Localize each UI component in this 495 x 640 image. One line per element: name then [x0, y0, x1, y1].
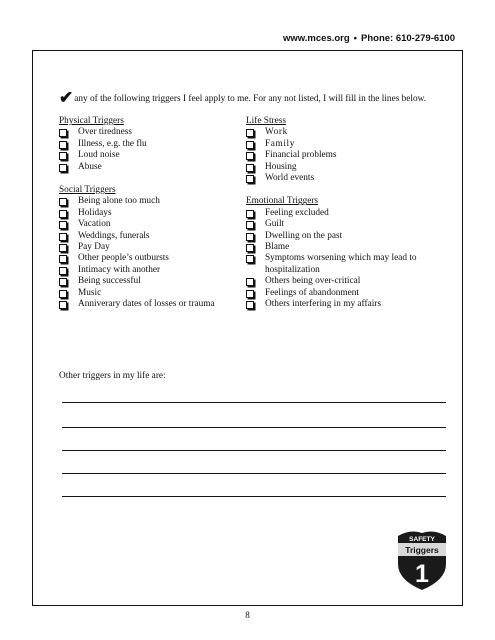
item-label: World events [265, 173, 315, 184]
fill-in-line-1[interactable] [62, 402, 446, 403]
checkbox-icon[interactable] [246, 278, 254, 286]
list-item[interactable] [246, 231, 451, 242]
list-item[interactable] [246, 162, 451, 173]
checkbox-icon[interactable] [59, 221, 67, 229]
intro-text: any of the following triggers I feel apply to me. For any not listed, I will fill in the lines below. [74, 94, 427, 104]
list-item[interactable] [59, 127, 239, 138]
badge-top-text: SAFETY [409, 536, 435, 543]
checkbox-icon[interactable] [59, 267, 67, 275]
list-item[interactable] [59, 253, 239, 264]
page-number: 8 [245, 610, 250, 620]
fill-in-line-2[interactable] [62, 427, 446, 428]
item-label: Financial problems [265, 150, 337, 161]
checkbox-icon[interactable] [59, 129, 67, 137]
checkbox-icon[interactable] [246, 221, 254, 229]
checkbox-icon[interactable] [59, 301, 67, 309]
life-stress-list [246, 127, 451, 184]
checkbox-icon[interactable] [59, 198, 67, 206]
checkbox-icon[interactable] [246, 210, 254, 218]
list-item[interactable] [246, 299, 451, 310]
list-item[interactable] [59, 196, 239, 207]
physical-trigger-list [59, 127, 239, 173]
list-item[interactable] [246, 242, 451, 253]
list-item[interactable] [59, 288, 239, 299]
list-item[interactable] [246, 253, 451, 276]
fill-in-line-5[interactable] [62, 496, 446, 497]
list-item[interactable] [59, 242, 239, 253]
list-item[interactable] [246, 127, 451, 138]
checkbox-icon[interactable] [246, 233, 254, 241]
item-label: Symptoms worsening which may lead to hospitalization [265, 253, 417, 275]
checkbox-icon[interactable] [246, 152, 254, 160]
item-label: Pay Day [78, 242, 110, 253]
list-item[interactable] [246, 139, 451, 150]
checkbox-icon[interactable] [59, 233, 67, 241]
header-separator: • [353, 33, 357, 44]
checkbox-icon[interactable] [59, 210, 67, 218]
checkbox-icon[interactable] [59, 164, 67, 172]
right-trigger-column [246, 116, 451, 311]
item-label: Family [265, 138, 295, 149]
checkbox-icon[interactable] [246, 244, 254, 252]
list-item[interactable] [246, 219, 451, 230]
item-label: Housing [265, 161, 297, 172]
item-label: Abuse [78, 161, 102, 172]
checkbox-icon[interactable] [59, 152, 67, 160]
page-header [283, 33, 455, 44]
checkbox-icon[interactable] [246, 164, 254, 172]
item-label: Others being over-critical [265, 276, 361, 287]
list-item[interactable] [59, 299, 239, 310]
checkbox-icon[interactable] [246, 141, 254, 149]
item-label: Dwelling on the past [265, 230, 343, 241]
safety-triggers-badge-icon [392, 528, 452, 592]
checkbox-icon[interactable] [59, 255, 67, 263]
item-label: Other people’s outbursts [78, 253, 169, 264]
checkbox-icon[interactable] [246, 255, 254, 263]
section-heading-life-stress: Life Stress [246, 116, 287, 126]
list-item[interactable] [246, 276, 451, 287]
checkbox-icon[interactable] [59, 290, 67, 298]
fill-in-line-3[interactable] [62, 450, 446, 451]
intro-instruction [59, 88, 454, 108]
item-label: Blame [265, 242, 290, 253]
list-item[interactable] [59, 208, 239, 219]
list-item[interactable] [59, 265, 239, 276]
badge-label: Triggers [405, 545, 439, 555]
item-label: Being successful [78, 276, 141, 287]
list-item[interactable] [59, 276, 239, 287]
item-label: Over tiredness [78, 127, 132, 138]
list-item[interactable] [59, 139, 239, 150]
section-heading-emotional: Emotional Triggers [246, 196, 319, 207]
item-label: Weddings, funerals [78, 230, 150, 241]
section-heading-physical: Physical Triggers [59, 116, 124, 126]
list-item[interactable] [59, 219, 239, 230]
left-trigger-column [59, 116, 239, 311]
item-label: Illness, e.g. the flu [78, 138, 147, 149]
social-trigger-list [59, 196, 239, 310]
list-item[interactable] [246, 173, 451, 184]
other-triggers-label: Other triggers in my life are: [59, 371, 166, 381]
section-heading-social: Social Triggers [59, 185, 116, 196]
checkbox-icon[interactable] [246, 175, 254, 183]
item-label: Guilt [265, 219, 285, 230]
checkbox-icon[interactable] [59, 278, 67, 286]
badge-number: 1 [415, 560, 429, 588]
item-label: Feelings of abandonment [265, 287, 359, 298]
item-label: Feeling excluded [265, 207, 329, 218]
item-label: Music [78, 287, 102, 298]
list-item[interactable] [246, 150, 451, 161]
item-label: Anniverary dates of losses or trauma [78, 299, 215, 310]
list-item[interactable] [59, 231, 239, 242]
item-label: Loud noise [78, 150, 120, 161]
list-item[interactable] [59, 150, 239, 161]
list-item[interactable] [59, 162, 239, 173]
checkbox-icon[interactable] [59, 244, 67, 252]
fill-in-line-4[interactable] [62, 473, 446, 474]
checkbox-icon[interactable] [246, 129, 254, 137]
item-label: Others interfering in my affairs [265, 299, 382, 310]
emotional-trigger-list [246, 208, 451, 311]
item-label: Holidays [78, 207, 112, 218]
website-link[interactable]: www.mces.org [282, 33, 350, 44]
checkbox-icon[interactable] [246, 301, 254, 309]
phone-number: Phone: 610-279-6100 [361, 33, 455, 44]
checkmark-icon: ✔ [59, 88, 74, 107]
item-label: Vacation [78, 219, 111, 230]
item-label: Work [265, 127, 288, 138]
list-item[interactable] [246, 288, 451, 299]
item-label: Being alone too much [78, 196, 160, 207]
item-label: Intimacy with another [78, 264, 161, 275]
checkbox-icon[interactable] [246, 290, 254, 298]
list-item[interactable] [246, 208, 451, 219]
checkbox-icon[interactable] [59, 141, 67, 149]
